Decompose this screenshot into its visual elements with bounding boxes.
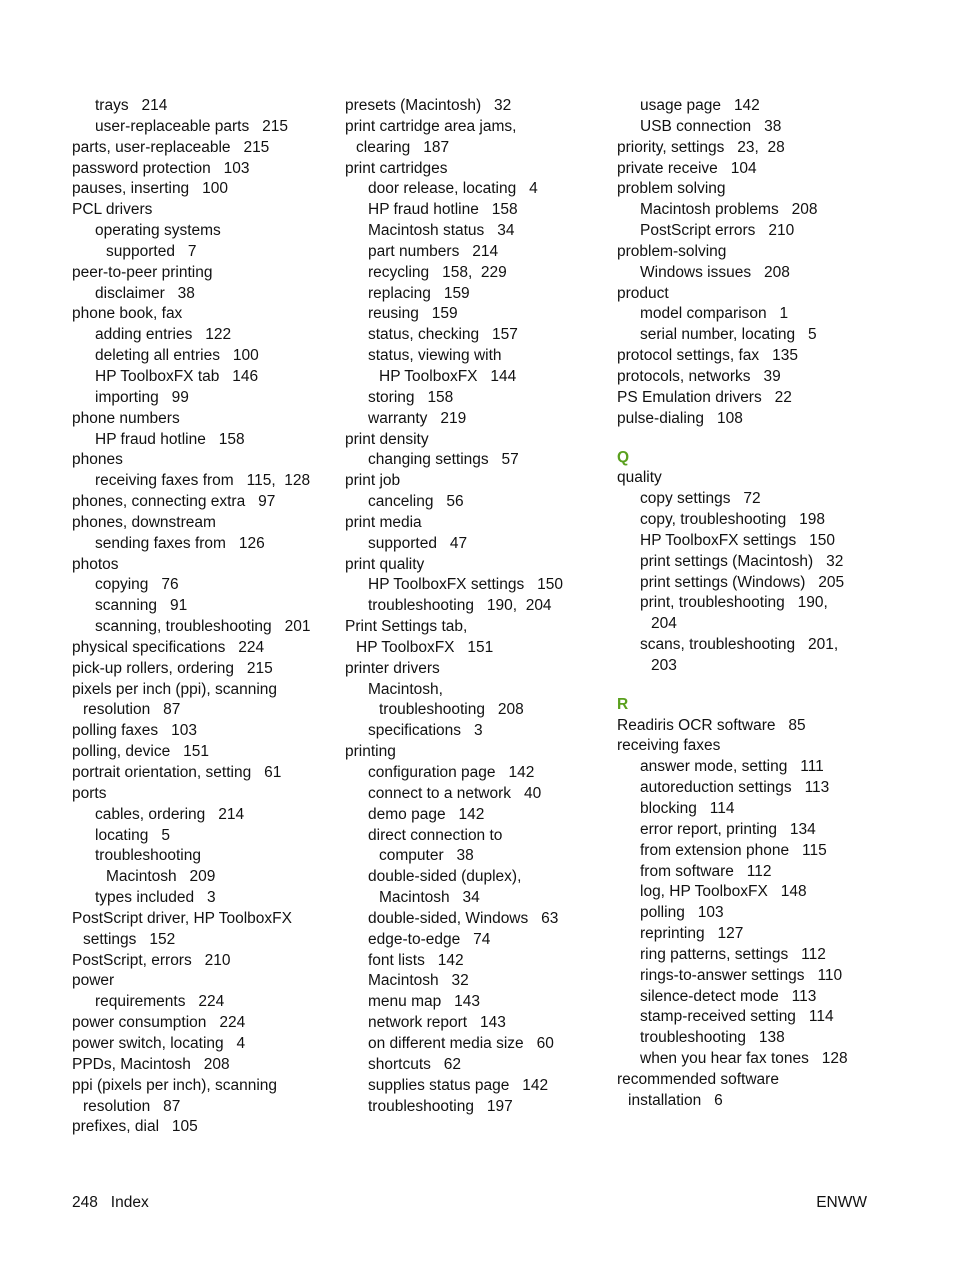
- index-subentry: answer mode, setting 111: [640, 758, 824, 776]
- index-subentry: computer 38: [379, 847, 474, 865]
- index-entry: print quality: [345, 555, 425, 573]
- index-subentry: scanning, troubleshooting 201: [95, 618, 311, 636]
- section-letter: R: [617, 695, 629, 713]
- index-subentry: print settings (Macintosh) 32: [640, 552, 844, 570]
- index-subentry: stamp-received setting 114: [640, 1008, 834, 1026]
- index-subentry: status, checking 157: [368, 326, 518, 344]
- index-entry: protocols, networks 39: [617, 367, 781, 385]
- index-subentry: silence-detect mode 113: [640, 987, 817, 1005]
- index-subentry: warranty 219: [368, 409, 467, 427]
- index-entry: printing: [345, 743, 396, 761]
- index-entry: priority, settings 23, 28: [617, 138, 785, 156]
- index-subentry: 204: [651, 615, 677, 633]
- index-subentry: operating systems: [95, 222, 221, 240]
- index-entry: polling, device 151: [72, 743, 210, 761]
- index-subentry: demo page 142: [368, 805, 485, 823]
- index-column-1: [72, 96, 342, 1138]
- index-subentry: sending faxes from 126: [95, 534, 265, 552]
- index-subentry: from software 112: [640, 862, 772, 880]
- index-entry: pauses, inserting 100: [72, 180, 228, 198]
- index-subentry: storing 158: [368, 388, 454, 406]
- footer-doc-code: ENWW: [816, 1194, 867, 1211]
- index-column-2: [345, 96, 615, 1117]
- index-subentry: troubleshooting: [95, 847, 201, 865]
- index-entry: password protection 103: [72, 159, 250, 177]
- index-subentry: disclaimer 38: [95, 284, 195, 302]
- index-subentry: receiving faxes from 115, 128: [95, 472, 311, 490]
- index-subentry: HP ToolboxFX 151: [356, 638, 494, 656]
- index-subentry: ring patterns, settings 112: [640, 945, 826, 963]
- index-subentry: adding entries 122: [95, 326, 232, 344]
- index-subentry: from extension phone 115: [640, 841, 827, 859]
- index-subentry: copy, troubleshooting 198: [640, 511, 825, 529]
- index-subentry: HP ToolboxFX settings 150: [368, 576, 564, 594]
- index-subentry: recycling 158, 229: [368, 263, 507, 281]
- index-subentry: canceling 56: [368, 493, 464, 511]
- index-entry: print cartridges: [345, 159, 448, 177]
- index-subentry: Macintosh 32: [368, 972, 469, 990]
- index-entry: pixels per inch (ppi), scanning: [72, 680, 278, 698]
- index-entry: PS Emulation drivers 22: [617, 388, 792, 406]
- index-subentry: locating 5: [95, 826, 170, 844]
- index-subentry: direct connection to: [368, 826, 503, 844]
- index-entry: receiving faxes: [617, 737, 721, 755]
- index-subentry: installation 6: [628, 1091, 723, 1109]
- index-subentry: double-sided (duplex),: [368, 868, 522, 886]
- index-subentry: serial number, locating 5: [640, 326, 817, 344]
- index-subentry: cables, ordering 214: [95, 805, 245, 823]
- index-subentry: configuration page 142: [368, 764, 535, 781]
- index-subentry: USB connection 38: [640, 117, 782, 135]
- index-entry: pick-up rollers, ordering 215: [72, 659, 273, 677]
- index-subentry: changing settings 57: [368, 451, 519, 469]
- index-column-3: [617, 96, 887, 1112]
- index-subentry: HP fraud hotline 158: [95, 430, 245, 448]
- index-subentry: part numbers 214: [368, 242, 499, 260]
- index-subentry: Macintosh,: [368, 680, 443, 698]
- index-entry: phones: [72, 451, 123, 469]
- index-subentry: error report, printing 134: [640, 820, 816, 838]
- index-entry: problem-solving: [617, 242, 727, 260]
- index-entry: recommended software: [617, 1070, 779, 1088]
- index-subentry: trays 214: [95, 97, 168, 114]
- index-subentry: edge-to-edge 74: [368, 930, 491, 948]
- index-subentry: Macintosh 34: [379, 889, 480, 907]
- index-subentry: double-sided, Windows 63: [368, 909, 559, 927]
- index-entry: Print Settings tab,: [345, 618, 468, 636]
- index-subentry: scans, troubleshooting 201,: [640, 636, 839, 654]
- index-subentry: HP ToolboxFX 144: [379, 367, 517, 385]
- index-entry: photos: [72, 555, 119, 573]
- index-subentry: troubleshooting 138: [640, 1029, 785, 1047]
- index-entry: quality: [617, 469, 662, 487]
- index-subentry: font lists 142: [368, 951, 464, 969]
- index-subentry: blocking 114: [640, 800, 735, 817]
- index-subentry: model comparison 1: [640, 305, 789, 323]
- index-subentry: types included 3: [95, 889, 216, 907]
- index-subentry: PostScript errors 210: [640, 222, 795, 240]
- index-subentry: shortcuts 62: [368, 1055, 462, 1073]
- index-subentry: importing 99: [95, 388, 189, 406]
- index-entry: PCL drivers: [72, 201, 153, 219]
- index-subentry: autoreduction settings 113: [640, 779, 830, 797]
- index-subentry: supplies status page 142: [368, 1076, 549, 1094]
- index-subentry: polling 103: [640, 904, 724, 922]
- index-entry: peer-to-peer printing: [72, 263, 213, 281]
- index-entry: PPDs, Macintosh 208: [72, 1055, 230, 1073]
- index-subentry: print settings (Windows) 205: [640, 573, 845, 591]
- index-subentry: connect to a network 40: [368, 784, 542, 802]
- index-entry: ports: [72, 784, 107, 802]
- index-subentry: specifications 3: [368, 722, 483, 740]
- index-subentry: supported 7: [106, 242, 197, 260]
- index-subentry: rings-to-answer settings 110: [640, 966, 843, 984]
- index-subentry: settings 152: [83, 930, 176, 948]
- index-subentry: status, viewing with: [368, 347, 502, 365]
- index-entry: PostScript, errors 210: [72, 951, 231, 969]
- index-subentry: HP ToolboxFX tab 146: [95, 367, 259, 385]
- index-entry: problem solving: [617, 180, 726, 198]
- index-entry: protocol settings, fax 135: [617, 347, 798, 365]
- index-entry: polling faxes 103: [72, 722, 197, 740]
- index-entry: portrait orientation, setting 61: [72, 764, 282, 781]
- index-subentry: reprinting 127: [640, 925, 744, 943]
- index-entry: parts, user-replaceable 215: [72, 138, 270, 156]
- index-entry: phones, connecting extra 97: [72, 493, 276, 511]
- index-subentry: resolution 87: [83, 1097, 181, 1115]
- index-subentry: troubleshooting 208: [379, 701, 524, 719]
- index-subentry: HP ToolboxFX settings 150: [640, 531, 836, 549]
- index-subentry: scanning 91: [95, 597, 188, 615]
- index-subentry: resolution 87: [83, 701, 181, 719]
- footer-page-label: 248 Index: [72, 1194, 149, 1211]
- index-subentry: requirements 224: [95, 993, 225, 1011]
- index-subentry: clearing 187: [356, 138, 450, 156]
- index-entry: presets (Macintosh) 32: [345, 97, 512, 114]
- index-subentry: on different media size 60: [368, 1034, 554, 1052]
- index-entry: pulse-dialing 108: [617, 409, 743, 427]
- index-entry: power: [72, 972, 115, 990]
- index-entry: ppi (pixels per inch), scanning: [72, 1076, 278, 1094]
- index-subentry: door release, locating 4: [368, 180, 538, 198]
- index-entry: print media: [345, 513, 422, 531]
- index-entry: phones, downstream: [72, 513, 216, 531]
- index-subentry: usage page 142: [640, 97, 760, 114]
- index-entry: physical specifications 224: [72, 638, 265, 656]
- index-subentry: user-replaceable parts 215: [95, 117, 289, 135]
- index-entry: print job: [345, 472, 401, 490]
- index-subentry: HP fraud hotline 158: [368, 201, 518, 219]
- index-subentry: troubleshooting 197: [368, 1097, 513, 1115]
- index-subentry: troubleshooting 190, 204: [368, 597, 552, 615]
- index-subentry: Macintosh problems 208: [640, 201, 818, 219]
- index-entry: power consumption 224: [72, 1014, 246, 1032]
- index-entry: prefixes, dial 105: [72, 1118, 198, 1136]
- index-entry: PostScript driver, HP ToolboxFX: [72, 909, 292, 927]
- index-subentry: deleting all entries 100: [95, 347, 259, 365]
- index-subentry: log, HP ToolboxFX 148: [640, 883, 807, 901]
- index-subentry: reusing 159: [368, 305, 458, 323]
- section-letter: Q: [617, 448, 630, 466]
- index-subentry: menu map 143: [368, 993, 481, 1011]
- index-subentry: supported 47: [368, 534, 468, 552]
- index-subentry: replacing 159: [368, 284, 470, 302]
- index-subentry: copying 76: [95, 576, 179, 594]
- index-subentry: print, troubleshooting 190,: [640, 594, 828, 612]
- index-entry: print cartridge area jams,: [345, 117, 517, 135]
- index-subentry: when you hear fax tones 128: [640, 1050, 848, 1068]
- index-entry: print density: [345, 430, 429, 448]
- index-entry: phone book, fax: [72, 305, 183, 323]
- index-subentry: Windows issues 208: [640, 263, 790, 281]
- index-entry: phone numbers: [72, 409, 180, 427]
- index-subentry: copy settings 72: [640, 490, 761, 508]
- index-entry: power switch, locating 4: [72, 1034, 246, 1052]
- index-subentry: Macintosh status 34: [368, 222, 515, 240]
- index-entry: private receive 104: [617, 159, 757, 177]
- index-entry: Readiris OCR software 85: [617, 716, 806, 734]
- index-entry: printer drivers: [345, 659, 440, 677]
- index-subentry: Macintosh 209: [106, 868, 216, 886]
- index-subentry: 203: [651, 656, 677, 674]
- index-entry: product: [617, 284, 669, 302]
- index-subentry: network report 143: [368, 1014, 506, 1032]
